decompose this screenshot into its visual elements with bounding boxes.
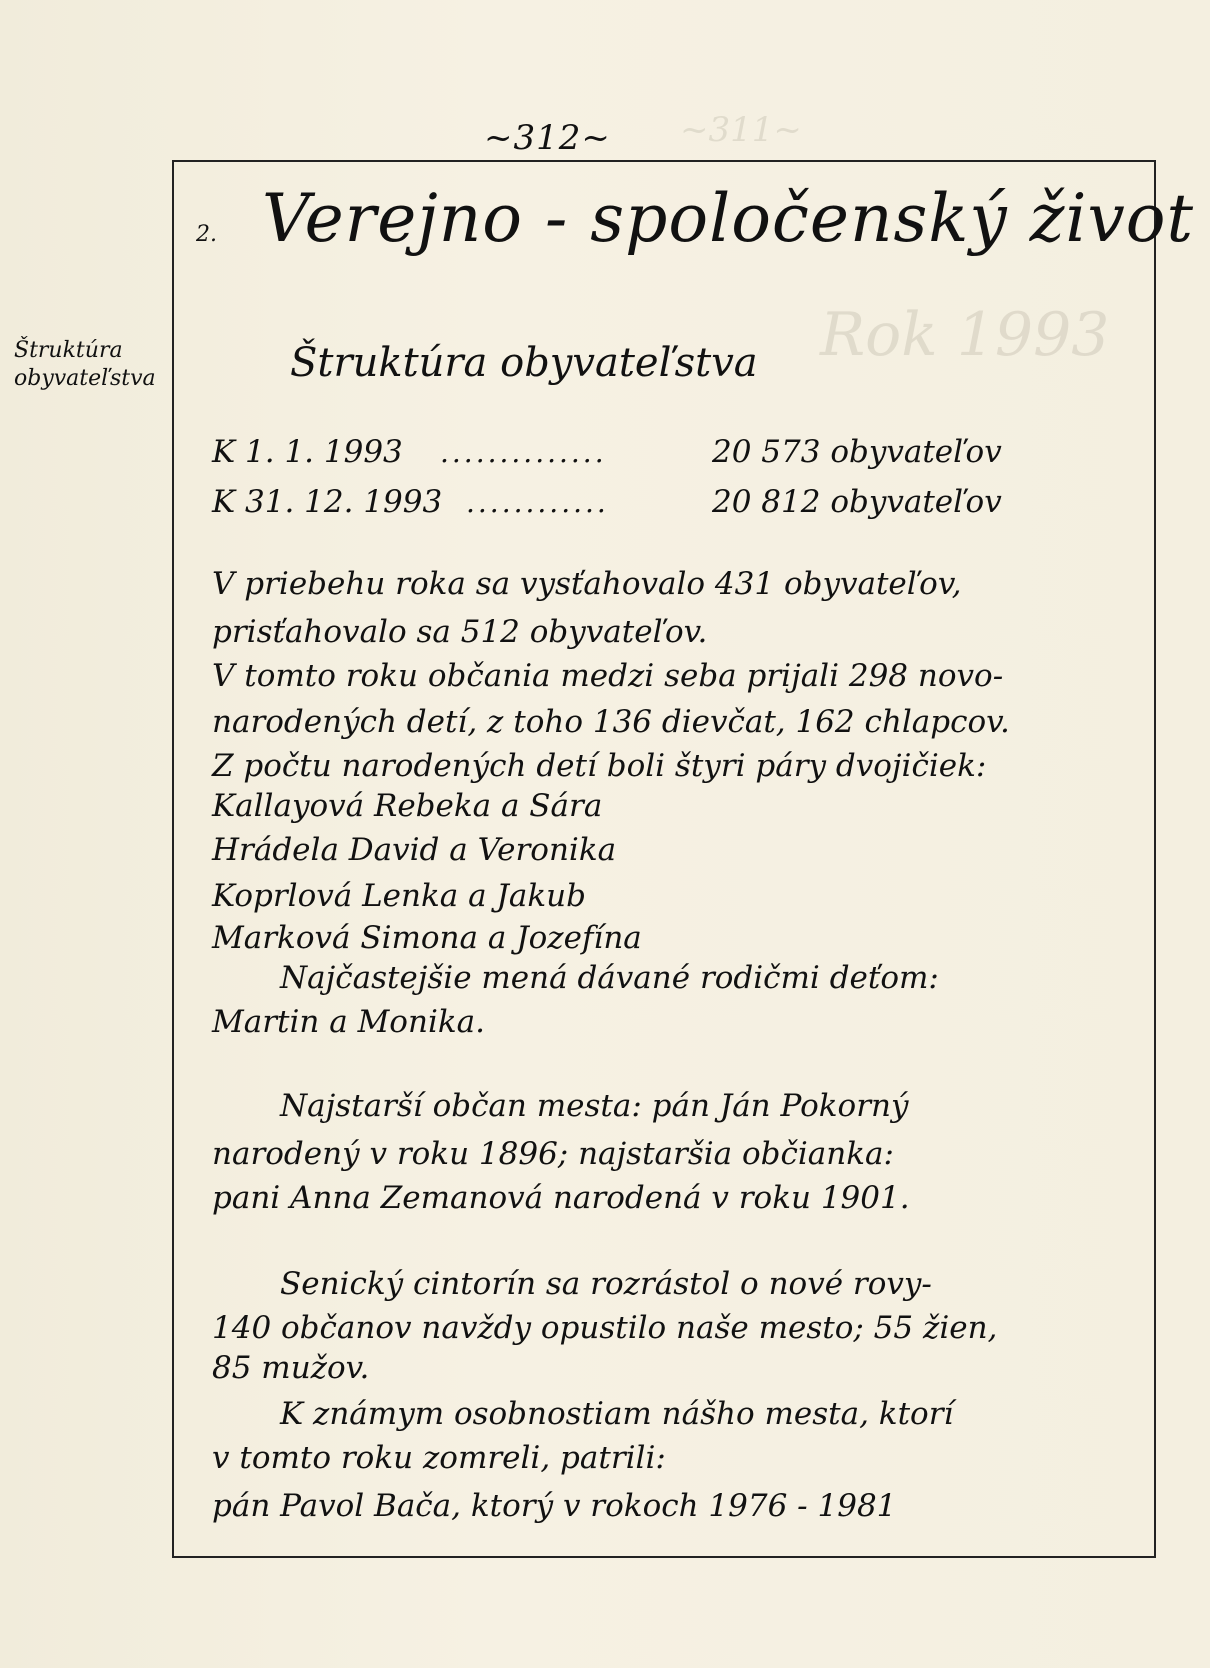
- population-date-1: K 1. 1. 1993: [212, 434, 403, 470]
- subheading: Štruktúra obyvateľstva: [290, 340, 758, 386]
- text-line: V priebehu roka sa vysťahovalo 431 obyvateľov,: [212, 566, 962, 602]
- text-line: Najstarší občan mesta: pán Ján Pokorný: [280, 1088, 909, 1124]
- population-dots-1: ..............: [440, 436, 607, 469]
- text-line: narodený v roku 1896; najstaršia občianka:: [212, 1136, 894, 1172]
- text-line: Kallayová Rebeka a Sára: [212, 788, 603, 824]
- section-number: 2.: [196, 222, 217, 247]
- text-line: K známym osobnostiam nášho mesta, ktorí: [280, 1396, 954, 1432]
- population-date-2: K 31. 12. 1993: [212, 484, 443, 520]
- text-line: Najčastejšie mená dávané rodičmi deťom:: [280, 960, 939, 996]
- bleed-through: Rok 1993: [820, 300, 1110, 370]
- population-value-1: 20 573 obyvateľov: [712, 434, 1002, 470]
- text-line: prisťahovalo sa 512 obyvateľov.: [212, 614, 708, 650]
- margin-note-line-1: Štruktúra: [14, 338, 123, 363]
- population-dots-2: ............: [466, 486, 609, 519]
- text-line: Koprlová Lenka a Jakub: [212, 878, 586, 914]
- text-line: pán Pavol Bača, ktorý v rokoch 1976 - 1981: [212, 1488, 897, 1524]
- section-title: Verejno - spoločenský život: [262, 180, 1195, 257]
- text-line: Hrádela David a Veronika: [212, 832, 617, 868]
- text-line: Marková Simona a Jozefína: [212, 920, 642, 956]
- text-line: Z počtu narodených detí boli štyri páry dvojičiek:: [212, 748, 987, 784]
- text-line: Martin a Monika.: [212, 1004, 485, 1040]
- text-line: Senický cintorín sa rozrástol o nové rovy-: [280, 1266, 932, 1302]
- text-line: V tomto roku občania medzi seba prijali 298 novo-: [212, 658, 1004, 694]
- text-line: 85 mužov.: [212, 1350, 370, 1386]
- text-line: v tomto roku zomreli, patrili:: [212, 1440, 666, 1476]
- bleed-through: ~311~: [680, 110, 802, 150]
- text-line: narodených detí, z toho 136 dievčat, 162 chlapcov.: [212, 704, 1010, 740]
- text-line: 140 občanov navždy opustilo naše mesto; 55 žien,: [212, 1310, 998, 1346]
- population-value-2: 20 812 obyvateľov: [712, 484, 1002, 520]
- text-line: pani Anna Zemanová narodená v roku 1901.: [212, 1180, 910, 1216]
- page-number: ~312~: [484, 118, 611, 158]
- margin-note-line-2: obyvateľstva: [14, 366, 156, 391]
